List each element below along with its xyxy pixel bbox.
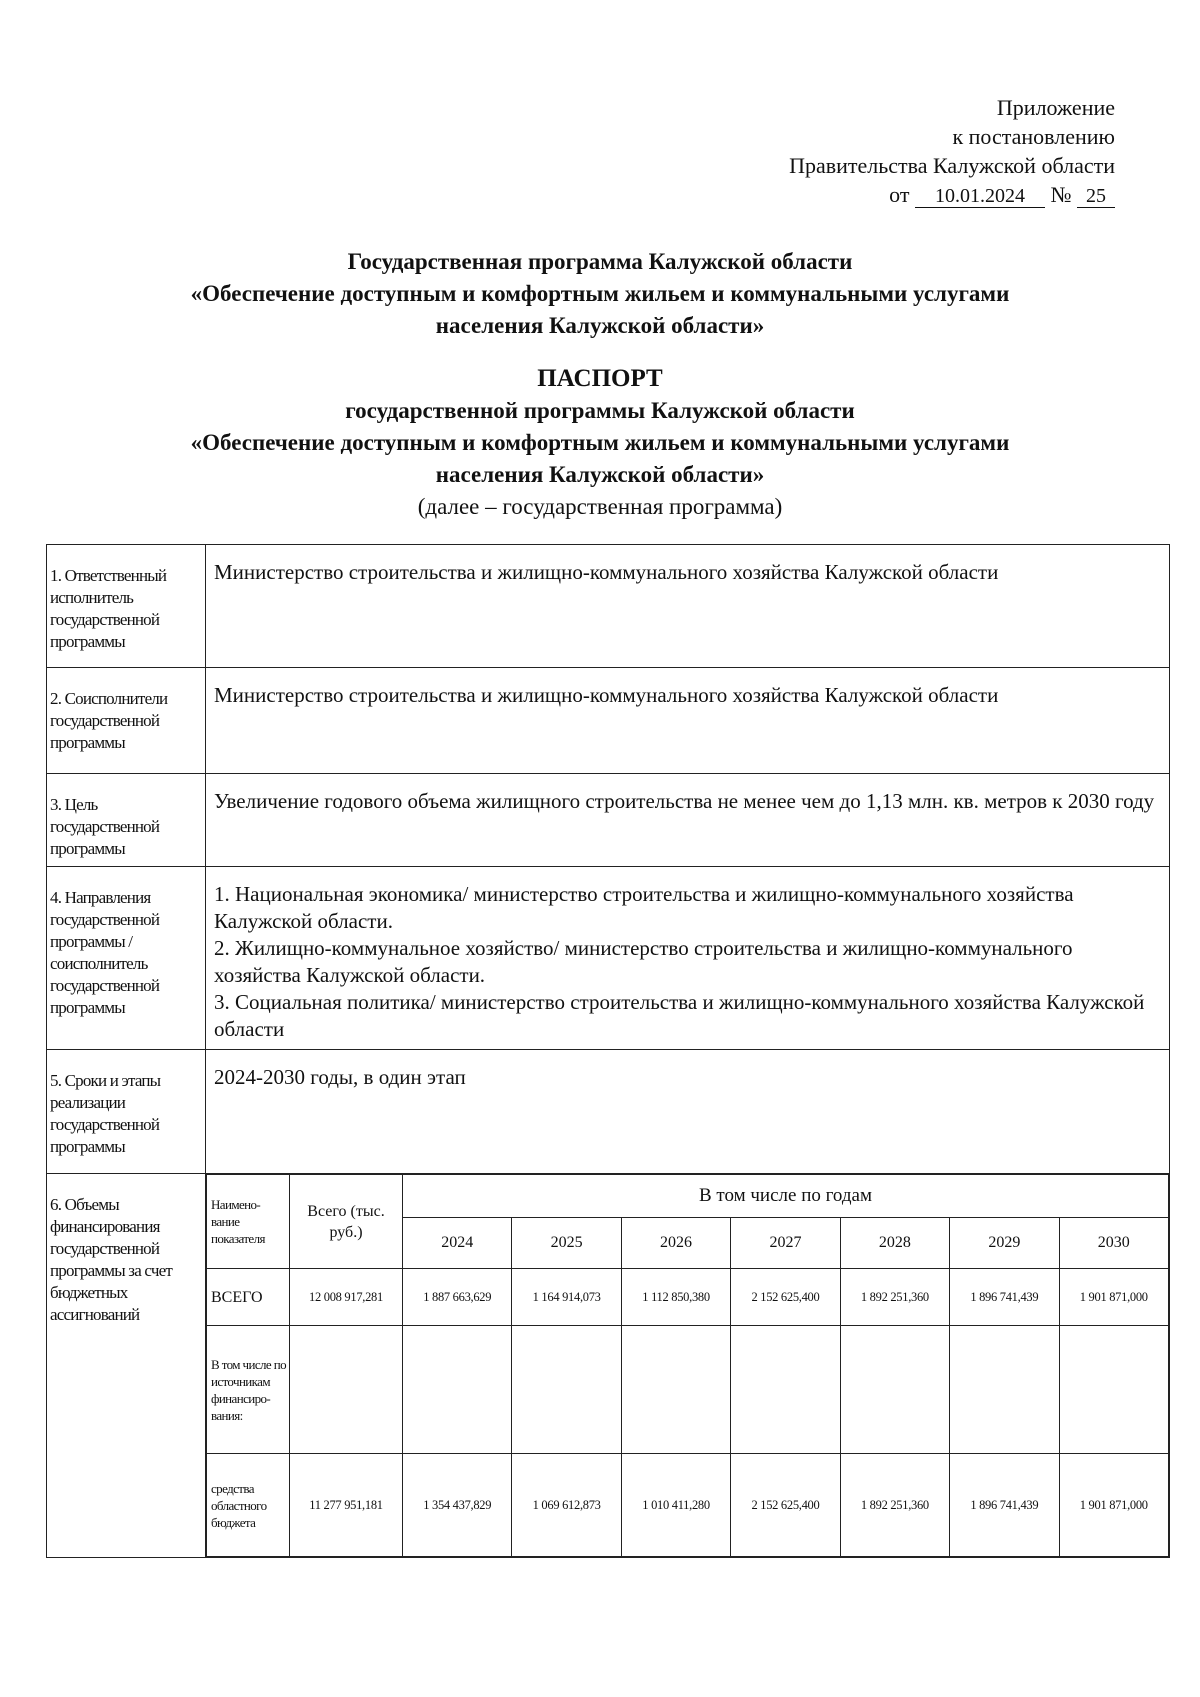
financing-total [290, 1326, 403, 1454]
passport-title-line-3: населения Калужской области» [435, 462, 765, 487]
years-header: В том числе по годам [403, 1175, 1169, 1218]
passport-title-line-2: «Обеспечение доступным и комфортным жильем и коммунальными услугами [190, 430, 1010, 455]
financing-value [731, 1326, 840, 1454]
financing-value: 1 901 871,000 [1059, 1454, 1168, 1557]
financing-value [512, 1326, 621, 1454]
financing-value [1059, 1326, 1168, 1454]
row-label: 4. Направления государственной программы / соисполнитель государственной программы [47, 867, 206, 1050]
program-title [0, 246, 1200, 342]
program-title-line-1: Государственная программа Калужской области [347, 249, 853, 274]
row-value: Министерство строительства и жилищно-коммунального хозяйства Калужской области [206, 668, 1170, 774]
table-row [47, 668, 1170, 774]
row-label: 3. Цель государственной программы [47, 774, 206, 867]
financing-value [621, 1326, 730, 1454]
direction-2: 2. Жилищно-коммунальное хозяйство/ министерство строительства и жилищно-коммунального хозяйства Калужской области. [214, 936, 1073, 987]
year-header: 2029 [950, 1218, 1059, 1269]
year-header: 2028 [840, 1218, 949, 1269]
year-header: 2030 [1059, 1218, 1168, 1269]
decree-date: 10.01.2024 [915, 185, 1045, 208]
financing-row-sources [207, 1326, 1169, 1454]
financing-header-row [207, 1175, 1169, 1218]
col-total-header: Всего (тыс. руб.) [290, 1175, 403, 1269]
financing-total: 11 277 951,181 [290, 1454, 403, 1557]
financing-row-name: ВСЕГО [207, 1269, 290, 1326]
financing-row-name: средства областного бюджета [207, 1454, 290, 1557]
financing-value: 1 892 251,360 [840, 1269, 949, 1326]
passport-table [46, 544, 1170, 1558]
row-label: 6. Объемы финансирования государственной программы за счет бюджетных ассигнований [47, 1174, 206, 1558]
financing-value: 1 069 612,873 [512, 1454, 621, 1557]
appendix-line-2: к постановлению [952, 124, 1115, 149]
financing-value: 2 152 625,400 [731, 1269, 840, 1326]
passport-heading: ПАСПОРТ [537, 365, 663, 392]
col-name-header: Наимено-вание показателя [207, 1175, 290, 1269]
financing-value: 1 896 741,439 [950, 1269, 1059, 1326]
direction-1: 1. Национальная экономика/ министерство строительства и жилищно-коммунального хозяйства Калужской области. [214, 882, 1074, 933]
table-row [47, 1174, 1170, 1558]
program-title-line-2: «Обеспечение доступным и комфортным жильем и коммунальными услугами [190, 281, 1010, 306]
year-header: 2025 [512, 1218, 621, 1269]
row-value [206, 867, 1170, 1050]
financing-row-name: В том числе по источникам финансиро-вания: [207, 1326, 290, 1454]
financing-total: 12 008 917,281 [290, 1269, 403, 1326]
financing-value: 1 164 914,073 [512, 1269, 621, 1326]
row-label: 5. Сроки и этапы реализации государственной программы [47, 1050, 206, 1174]
financing-row-total [207, 1269, 1169, 1326]
table-row [47, 545, 1170, 668]
appendix-date-line [789, 180, 1115, 209]
financing-row-regional [207, 1454, 1169, 1557]
row-value: 2024-2030 годы, в один этап [206, 1050, 1170, 1174]
table-row [47, 774, 1170, 867]
passport-note: (далее – государственная программа) [417, 494, 783, 519]
row-value: Министерство строительства и жилищно-коммунального хозяйства Калужской области [206, 545, 1170, 668]
passport-title-line-1: государственной программы Калужской области [345, 398, 855, 423]
financing-value [840, 1326, 949, 1454]
financing-value: 1 892 251,360 [840, 1454, 949, 1557]
appendix-line-3: Правительства Калужской области [789, 153, 1115, 178]
financing-value: 2 152 625,400 [731, 1454, 840, 1557]
financing-value: 1 112 850,380 [621, 1269, 730, 1326]
financing-value: 1 896 741,439 [950, 1454, 1059, 1557]
table-row [47, 867, 1170, 1050]
year-header: 2024 [403, 1218, 512, 1269]
financing-value: 1 887 663,629 [403, 1269, 512, 1326]
row-value: Увеличение годового объема жилищного строительства не менее чем до 1,13 млн. кв. метров к 2030 году [206, 774, 1170, 867]
appendix-line-1: Приложение [996, 95, 1115, 120]
table-row [47, 1050, 1170, 1174]
year-header: 2026 [621, 1218, 730, 1269]
decree-number: 25 [1077, 185, 1115, 208]
financing-value [403, 1326, 512, 1454]
number-label: № [1050, 182, 1072, 207]
passport-title [0, 363, 1200, 523]
direction-3: 3. Социальная политика/ министерство строительства и жилищно-коммунального хозяйства Калужской области [214, 990, 1145, 1041]
financing-value: 1 354 437,829 [403, 1454, 512, 1557]
financing-value: 1 901 871,000 [1059, 1269, 1168, 1326]
program-title-line-3: населения Калужской области» [435, 313, 765, 338]
financing-cell [206, 1174, 1170, 1558]
financing-value: 1 010 411,280 [621, 1454, 730, 1557]
from-label: от [889, 182, 910, 207]
financing-table [206, 1174, 1169, 1557]
year-header: 2027 [731, 1218, 840, 1269]
row-label: 1. Ответственный исполнитель государственной программы [47, 545, 206, 668]
row-label: 2. Соисполнители государственной программы [47, 668, 206, 774]
financing-value [950, 1326, 1059, 1454]
appendix-header [789, 93, 1115, 209]
